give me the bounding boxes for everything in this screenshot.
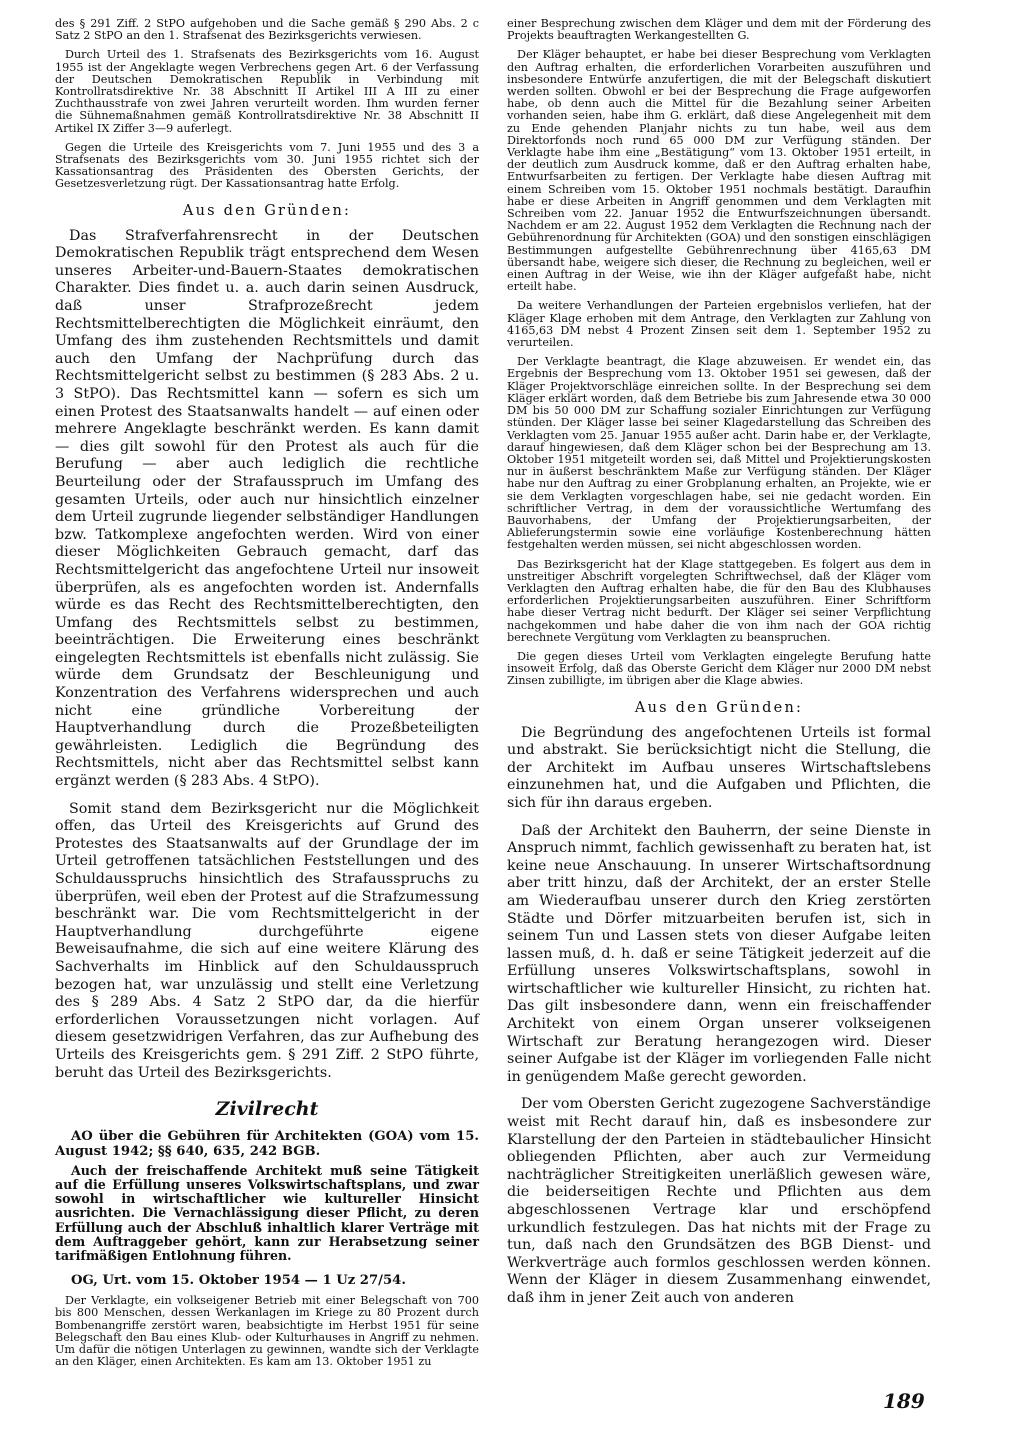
- left-heading-reasons: Aus den Gründen:: [182, 202, 352, 219]
- right-paragraph-3: Da weitere Verhandlungen der Parteien ergebnislos verliefen, hat der Kläger Klage erhoben mit dem Antrage, den Verklagten zur Zahlung von 4165,63 DM nebst 4 Prozent Zinsen seit dem 1. September 1952 zu verurteilen.: [507, 299, 931, 350]
- left-paragraph-4: Das Strafverfahrensrecht in der Deutschen Demokratischen Republik trägt entsprechend dem Wesen unseres Arbeiter-und-Bauern-Staates demokratischen Charakter. Dies findet u. a. auch darin seinen Ausdruck, daß unser Strafprozeßrecht jedem Rechtsmittelberechtigten die Möglichkeit einräumt, den Umfang des ihm zustehenden Rechtsmittels und damit auch den Umfang der Nachprüfung durch das Rechtsmittelgericht selbst zu bestimmen (§ 283 Abs. 2 u. 3 StPO). Das Rechtsmittel kann — sofern es sich um einen Protest des Staatsanwalts handelt — auf einen oder mehrere Angeklagte beschränkt werden. Es kann damit — dies gilt sowohl für den Protest als auch für die Berufung — aber auch lediglich die rechtliche Beurteilung oder der Strafausspruch im Umfang des gesamten Urteils, oder auch nur hinsichtlich einzelner dem Urteil zugrunde liegender selbständiger Handlungen bzw. Tatkomplexe angefochten werden. Wird von einer dieser Möglichkeiten Gebrauch gemacht, darf das Rechtsmittelgericht das angefochtene Urteil nur insoweit überprüfen, als es angefochten worden ist. Andernfalls würde es das Recht des Rechtsmittelberechtigten, den Umfang des Rechtsmittels selbst zu bestimmen, beeinträchtigen. Die Erweiterung eines beschränkt eingelegten Rechtsmittels ist ebenfalls nicht zulässig. Sie würde dem Grundsatz der Beschleunigung und Konzentration des Verfahrens widersprechen und auch nicht eine gründliche Vorbereitung der Hauptverhandlung durch die Prozeßbeteiligten gewährleisten. Lediglich die Begründung des Rechtsmittels, nicht aber das Rechtsmittel selbst kann ergänzt werden (§ 283 Abs. 4 StPO).: [55, 227, 479, 790]
- headnote: Auch der freischaffende Architekt muß seine Tätigkeit auf die Erfüllung unseres Volkswirtschaftsplans, und zwar sowohl in wirtschaftlicher wie kultureller Hinsicht ausrichten. Die Vernachlässigung dieser Pflicht, zu deren Erfüllung auch der Abschluß inhaltlich klarer Verträge mit dem Auftraggeber gehört, kann zur Herabsetzung seiner tarifmäßigen Entlohnung führen.: [55, 1162, 479, 1263]
- right-paragraph-9: Der vom Obersten Gericht zugezogene Sachverständige weist mit Recht darauf hin, daß es insbesondere zur Klarstellung der den Parteien in städtebaulicher Hinsicht obliegenden Pflichten, aber auch zur Vermeidung nachträglicher Streitigkeiten unerläßlich gewesen wäre, die beiderseitigen Rechte und Pflichten aus dem abgeschlossenen Vertrage klar und erschöpfend urkundlich festzulegen. Das hat nichts mit der Frage zu tun, daß nach den Grundsätzen des BGB Dienst- und Werkverträge auch formlos geschlossen werden können. Wenn der Kläger in diesem Zusammenhang einwendet, daß ihm in jener Zeit auch von anderen: [507, 1096, 931, 1306]
- right-column: [507, 18, 931, 1308]
- left-paragraph-3: Gegen die Urteile des Kreisgerichts vom 7. Juni 1955 und des 3 a Strafsenats des Bezirksgerichts vom 30. Juni 1955 richtet sich der Kassationsantrag des Präsidenten des Obersten Gerichts, der Gesetzesverletzung rügt. Der Kassationsantrag hatte Erfolg.: [55, 140, 479, 191]
- law-reference: AO über die Gebühren für Architekten (GOA) vom 15. August 1942; §§ 640, 635, 242 BGB.: [55, 1129, 479, 1159]
- left-paragraph-6: Der Verklagte, ein volkseigener Betrieb mit einer Belegschaft von 700 bis 800 Menschen, dessen Werkanlagen im Kriege zu 80 Prozent durch Bombenangriffe zerstört waren, beabsichtigte im Herbst 1951 für seine Belegschaft den Bau eines Klub- oder Kulturhauses in Angriff zu nehmen. Um dafür die nötigen Unterlagen zu gewinnen, wandte sich der Verklagte an den Kläger, einen Architekten. Es kam am 13. Oktober 1951 zu: [55, 1294, 479, 1369]
- right-paragraph-4: Der Verklagte beantragt, die Klage abzuweisen. Er wendet ein, das Ergebnis der Besprechung vom 13. Oktober 1951 sei gewesen, daß der Kläger Projektvorschläge einreichen sollte. In der Besprechung sei dem Kläger erklärt worden, daß dem Betriebe bis zum Jahresende etwa 30 000 DM bis 50 000 DM zur Schaffung sozialer Einrichtungen zur Verfügung stünden. Der Kläger lasse bei seiner Klagedarstellung das Schreiben des Verklagten vom 25. Januar 1955 außer acht. Darin habe er, der Verklagte, darauf hingewiesen, daß dem Kläger schon bei der Besprechung am 13. Oktober 1951 mitgeteilt worden sei, daß Mittel und Projektierungskosten nur in äußerst beschränktem Maße zur Verfügung ständen. Der Kläger habe nur den Auftrag zu einer Grobplanung erhalten, an Projekte, wie er sie dem Verklagten vorgeschlagen habe, sei nie gedacht worden. Ein schriftlicher Vertrag, in dem der voraussichtliche Wertumfang des Bauvorhabens, der Umfang der Projektierungsarbeiten, der Ablieferungstermin sowie eine vorläufige Kostenberechnung hätten festgehalten werden müssen, sei nicht abgeschlossen worden.: [507, 355, 931, 552]
- left-paragraph-2: Durch Urteil des 1. Strafsenats des Bezirksgerichts vom 16. August 1955 ist der Angeklagte wegen Verbrechens gegen Art. 6 der Verfassung der Deutschen Demokratischen Republik in Verbindung mit Kontrollratsdirektive Nr. 38 Abschnitt II Artikel III A III zu einer Zuchthausstrafe von zwei Jahren verurteilt worden. Ihm wurden ferner die Sühnemaßnahmen gemäß Kontrollratsdirektive Nr. 38 Abschnitt II Artikel IX Ziffer 3—9 auferlegt.: [55, 48, 479, 135]
- section-title-zivilrecht: Zivilrecht: [215, 1098, 319, 1121]
- right-paragraph-1: einer Besprechung zwischen dem Kläger und dem mit der Förderung des Projekts beauftragten Werkangestellten G.: [507, 17, 931, 43]
- left-column: [55, 18, 479, 1368]
- right-paragraph-6: Die gegen dieses Urteil vom Verklagten eingelegte Berufung hatte insoweit Erfolg, daß das Oberste Gericht dem Kläger nur 2000 DM nebst Zinsen zubilligte, im übrigen aber die Klage abwies.: [507, 649, 931, 688]
- page-number: 189: [883, 1389, 925, 1413]
- court-citation: OG, Urt. vom 15. Oktober 1954 — 1 Uz 27/54.: [71, 1273, 406, 1289]
- right-paragraph-2: Der Kläger behauptet, er habe bei dieser Besprechung vom Verklagten den Auftrag erhalten, die erforderlichen Vorarbeiten auszuführen und insbesondere Entwürfe anzufertigen, die mit der Belegschaft diskutiert werden sollten. Obwohl er bei der Besprechung die Frage aufgeworfen habe, ob denn auch die Mittel für die Bezahlung seiner Arbeiten vorhanden seien, habe ihm G. erklärt, daß diese Angelegenheit mit dem zu Ende gehenden Planjahr nichts zu tun habe, weil aus dem Direktorfonds noch rund 65 000 DM zur Verfügung ständen. Der Verklagte habe ihm eine „Bestätigung“ vom 13. Oktober 1951 erteilt, in der deutlich zum Ausdruck komme, daß er den Auftrag erhalten habe, Entwurfsarbeiten zu fertigen. Der Verklagte habe diesen Auftrag mit einem Schreiben vom 15. Oktober 1951 nochmals bestätigt. Daraufhin habe er diese Arbeiten in Angriff genommen und dem Verklagten mit Schreiben vom 22. Januar 1952 die Entwurfszeichnungen übersandt. Nachdem er am 22. August 1952 dem Verklagten die Rechnung nach der Gebührenordnung für Architekten (GOA) und den sonstigen einschlägigen Bestimmungen aufgestellte Gebührenrechnung über 4165,63 DM übersandt habe, weigere sich dieser, die Rechnung zu begleichen, weil er einen Auftrag in der Weise, wie ihn der Kläger aufgefaßt habe, nicht erteilt habe.: [507, 48, 931, 294]
- right-paragraph-8: Daß der Architekt den Bauherrn, der seine Dienste in Anspruch nimmt, fachlich gewissenhaft zu beraten hat, ist keine neue Anschauung. In unserer Wirtschaftsordnung aber tritt hinzu, daß der Architekt, der an erster Stelle am Wiederaufbau unserer durch den Krieg zerstörten Städte und Dörfer mitzuarbeiten berufen ist, sich in seinem Tun und Lassen stets von dieser Aufgabe leiten lassen muß, d. h. daß er seine Tätigkeit jederzeit auf die Erfüllung unseres Volkswirtschaftsplans, sowohl in wirtschaftlicher wie kultureller Hinsicht, zu richten hat. Das gilt insbesondere dann, wenn ein freischaffender Architekt von einem Organ unserer volkseigenen Wirtschaft zur Beratung herangezogen wird. Dieser seiner Aufgabe ist der Kläger im vorliegenden Falle nicht in genügendem Maße gerecht geworden.: [507, 822, 931, 1085]
- right-paragraph-5: Das Bezirksgericht hat der Klage stattgegeben. Es folgert aus dem in unstreitiger Abschrift vorgelegten Schriftwechsel, daß der Kläger vom Verklagten den Auftrag erhalten habe, die für den Bau des Klubhauses erforderlichen Projektierungsarbeiten auszuführen. Einer Schriftform habe dieser Vertrag nicht bedurft. Der Kläger sei seiner Verpflichtung nachgekommen und habe daher die von ihm nach der GOA richtig berechnete Vergütung vom Verklagten zu beanspruchen.: [507, 557, 931, 644]
- left-paragraph-1: des § 291 Ziff. 2 StPO aufgehoben und die Sache gemäß § 290 Abs. 2 c Satz 2 StPO an den 1. Strafsenat des Bezirksgerichts verwiesen.: [55, 17, 479, 43]
- right-heading-reasons: Aus den Gründen:: [634, 699, 804, 716]
- left-paragraph-5: Somit stand dem Bezirksgericht nur die Möglichkeit offen, das Urteil des Kreisgerichts auf Grund des Protestes des Staatsanwalts auf der Grundlage der im Urteil getroffenen tatsächlichen Feststellungen und des Schuldausspruchs hinsichtlich des Strafausspruchs zu überprüfen, weil eben der Protest auf die Strafzumessung beschränkt war. Die vom Rechtsmittelgericht in der Hauptverhandlung durchgeführte eigene Beweisaufnahme, die sich auf eine weitere Klärung des Sachverhalts im Hinblick auf den Schuldausspruch bezogen hat, war unzulässig und stellt eine Verletzung des § 289 Abs. 4 Satz 2 StPO dar, da die hierfür erforderlichen Voraussetzungen nicht vorlagen. Auf diesem gesetzwidrigen Verfahren, das zur Aufhebung des Urteils des Kreisgerichts gem. § 291 Ziff. 2 StPO führte, beruht das Urteil des Bezirksgerichts.: [55, 800, 479, 1081]
- right-paragraph-7: Die Begründung des angefochtenen Urteils ist formal und abstrakt. Sie berücksichtigt nicht die Stellung, die der Architekt im Aufbau unseres Wirtschaftslebens einzunehmen hat, und die Aufgaben und Pflichten, die sich für ihn daraus ergeben.: [507, 724, 931, 811]
